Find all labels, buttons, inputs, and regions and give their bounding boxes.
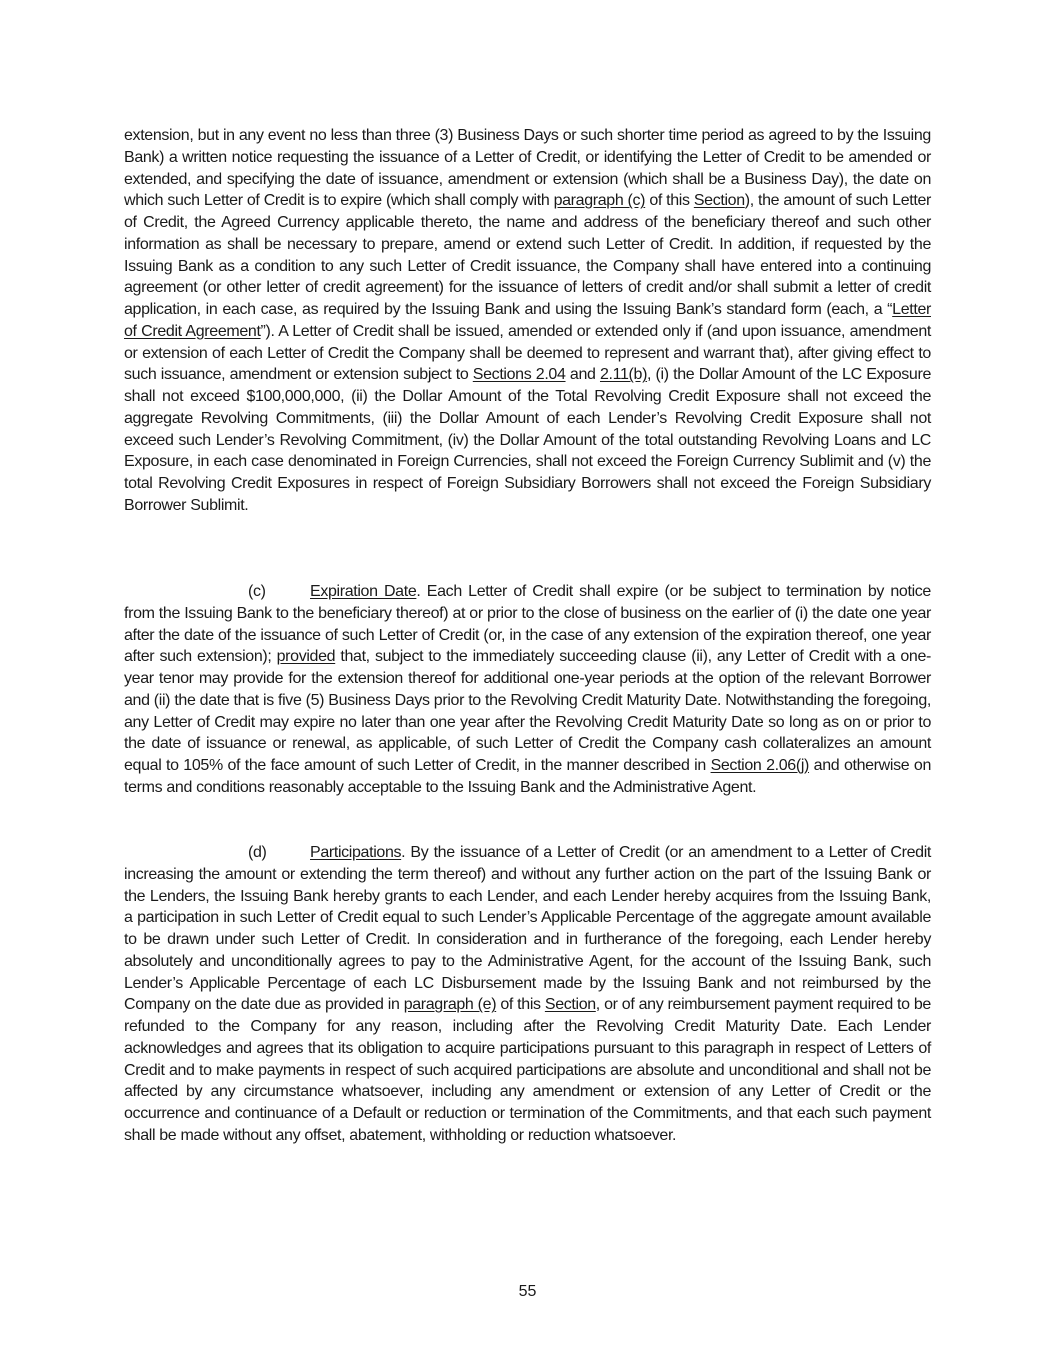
paragraph-text: extension, but in any event no less than three (3) Business Days or such shorter time period as agreed to by the Issuing Bank) a written notice requesting the issuance of a Letter of Credit, or identifying the Letter of Credit to be amended or extended, and specifying the date of issuance, amendment or extension (which shall be a Business Day), the date on which such Letter of Credit is to expire (which shall comply with — [124, 127, 931, 210]
paragraph-text: and otherwise on terms and conditions reasonably acceptable to the Issuing Bank and the Administrative Agent. — [124, 757, 932, 796]
clause-heading-participations: Participations — [310, 844, 402, 861]
paragraph-c-expiration-date — [124, 581, 931, 799]
clause-marker-c: (c) — [248, 583, 266, 600]
cross-reference-paragraph-c: paragraph (c) — [553, 192, 646, 210]
paragraph-text: . Each Letter of Credit shall expire (or be subject to termination by notice from the Issuing Bank to the beneficiary thereof) at or prior to the close of business on the earlier of (i) the date one year after the date of the issuance of such Letter of Credit (or, in the case of any extension of the expiration thereof, one year after such extension); — [124, 583, 931, 666]
cross-reference-section: Section — [544, 996, 596, 1014]
paragraph-text: of this — [496, 996, 545, 1014]
paragraph-text: that, subject to the immediately succeeding clause (ii), any Letter of Credit with a one-year tenor may provide for the extension thereof for additional one-year periods at the option of the relevant Borrower and (ii) the date that is five (5) Business Days prior to the Revolving Credit Maturity Date. Notwithstanding the foregoing, any Letter of Credit may expire no later than one year after the Revolving Credit Maturity Date so long as on or prior to the date of issuance or renewal, as applicable, of such Letter of Credit the Company cash collateralizes an amount equal to 105% of the face amount of such Letter of Credit, in the manner described in — [124, 648, 931, 774]
cross-reference-section: Section — [693, 192, 745, 210]
cross-reference-paragraph-e: paragraph (e) — [403, 996, 497, 1014]
cross-reference-2-11b: 2.11(b) — [599, 366, 648, 384]
paragraph-continuation — [124, 125, 931, 517]
cross-reference-sections-2-04: Sections 2.04 — [472, 366, 566, 384]
clause-heading-expiration-date: Expiration Date — [310, 583, 417, 600]
paragraph-text: of this — [645, 192, 694, 210]
defined-term-letter-of-credit-agreement: Letter of Credit Agreement — [124, 301, 931, 340]
paragraph-text: , (i) the Dollar Amount of the LC Exposure shall not exceed $100,000,000, (ii) the Dollar Amount of the Total Revolving Credit Exposure shall not exceed the aggregate Revolving Commitments, (iii) the Dollar Amount of each Lender’s Revolving Credit Exposure shall not exceed such Lender’s Revolving Commitment, (iv) the Dollar Amount of the total outstanding Revolving Loans and LC Exposure, in each case denominated in Foreign Currencies, shall not exceed the Foreign Currency Sublimit and (v) the total Revolving Credit Exposures in respect of Foreign Subsidiary Borrowers shall not exceed the Foreign Subsidiary Borrower Sublimit. — [124, 366, 931, 514]
page-number: 55 — [518, 1283, 537, 1300]
cross-reference-section-2-06j: Section 2.06(j) — [710, 757, 810, 774]
paragraph-d-participations — [124, 842, 931, 1147]
paragraph-text: ), the amount of such Letter of Credit, the Agreed Currency applicable thereto, the name and address of the beneficiary thereof and such other information as shall be necessary to prepare, amend or extend such Letter of Credit. In addition, if requested by the Issuing Bank as a condition to any such Letter of Credit issuance, the Company shall have entered into a continuing agreement (or other letter of credit agreement) for the issuance of letters of credit and/or shall submit a letter of credit application, in each case, as required by the Issuing Bank and using the Issuing Bank’s standard form (each, a “ — [124, 192, 932, 318]
paragraph-text: . By the issuance of a Letter of Credit (or an amendment to a Letter of Credit increasing the amount or extending the term thereof) and without any further action on the part of the Issuing Bank or the Lenders, the Issuing Bank hereby grants to each Lender, and each Lender hereby acquires from the Issuing Bank, a participation in such Letter of Credit equal to such Lender’s Applicable Percentage of the aggregate amount available to be drawn under such Letter of Credit. In consideration and in furtherance of the foregoing, each Lender hereby absolutely and unconditionally agrees to pay to the Administrative Agent, for the account of the Issuing Bank, such Lender’s Applicable Percentage of each LC Disbursement made by the Issuing Bank and not reimbursed by the Company on the date due as provided in — [124, 844, 931, 1014]
paragraph-text: , or of any reimbursement payment required to be refunded to the Company for any reason, including after the Revolving Credit Maturity Date. Each Lender acknowledges and agrees that its obligation to acquire participations pursuant to this paragraph in respect of Letters of Credit and to make payments in respect of such acquired participations are absolute and unconditional and shall not be affected by any circumstance whatsoever, including any amendment or extension of any Letter of Credit or the occurrence and continuance of a Default or reduction or termination of the Commitments, and that each such payment shall be made without any offset, abatement, withholding or reduction whatsoever. — [124, 996, 931, 1144]
paragraph-text: and — [565, 366, 600, 384]
paragraph-text: ”). A Letter of Credit shall be issued, amended or extended only if (and upon issuance, amendment or extension of each Letter of Credit the Company shall be deemed to represent and warrant that), after giving effect to such issuance, amendment or extension subject to — [124, 322, 931, 384]
term-provided: provided — [276, 648, 336, 666]
clause-marker-d: (d) — [248, 844, 267, 861]
